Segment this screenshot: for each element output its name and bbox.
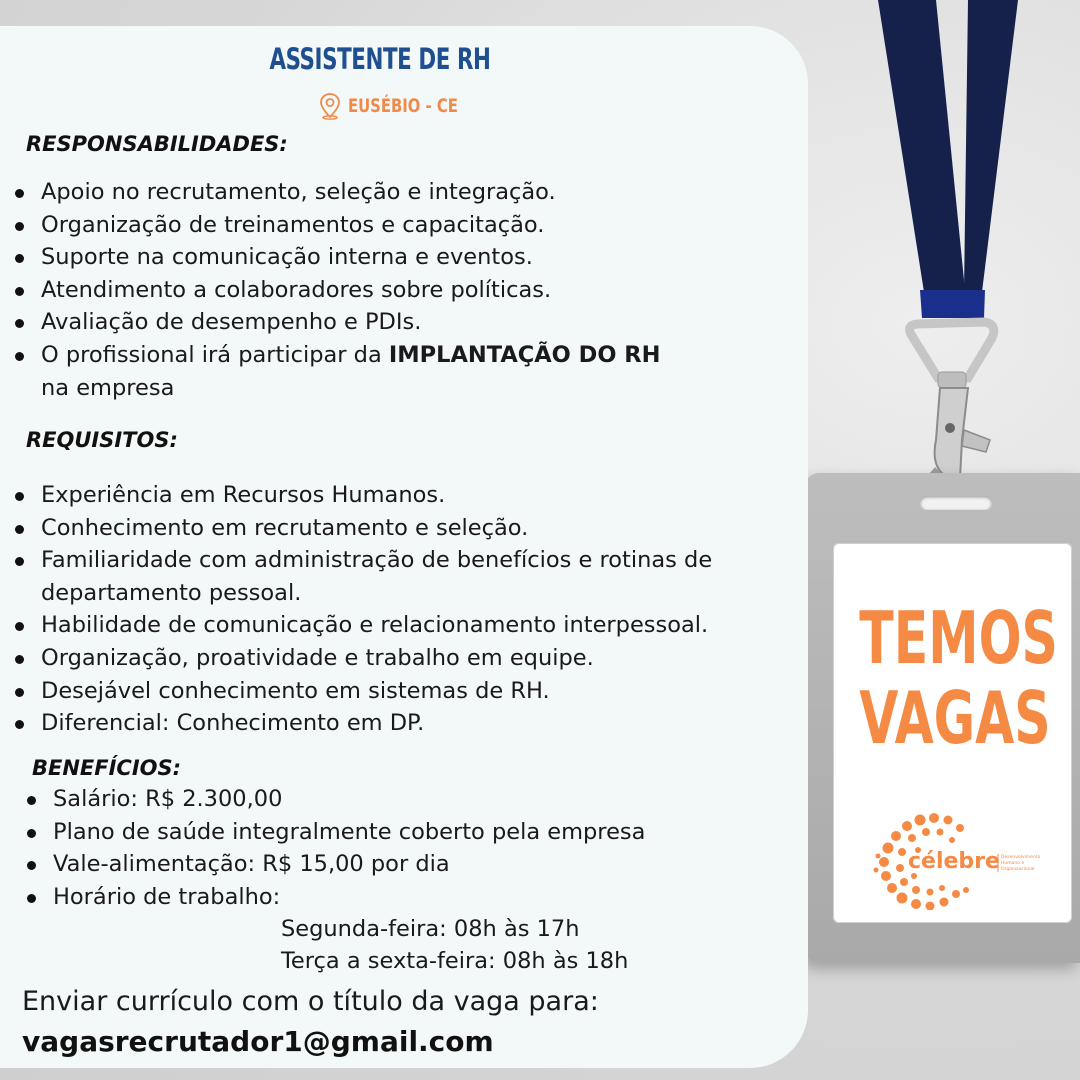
item-text-bold: IMPLANTAÇÃO DO RH [388,341,661,368]
location-label: EUSÉBIO - CE [348,95,458,117]
contact-instruction: Enviar currículo com o título da vaga para: [22,986,599,1017]
list-item: Horário de trabalho: [27,881,747,914]
requirements-heading: REQUISITOS: [26,428,178,452]
list-item: Organização de treinamentos e capacitação. [15,209,715,242]
item-text-suffix: na empresa [41,374,175,401]
contact-email[interactable]: vagasrecrutador1@gmail.com [22,1025,494,1058]
list-item: Organização, proatividade e trabalho em equipe. [15,642,715,675]
location-pin-icon [318,92,342,120]
list-item [15,339,685,404]
list-item: Avaliação de desempenho e PDIs. [15,306,715,339]
list-item: Diferencial: Conhecimento em DP. [15,707,715,740]
job-title: ASSISTENTE DE RH [269,42,491,76]
requirements-list [15,479,715,740]
badge-line-2: VAGAS [859,676,1051,760]
badge-line-1: TEMOS [859,596,1058,680]
celebre-dots-logo-icon [872,810,1042,910]
logo-tagline-2: Humano e [1001,861,1025,866]
list-item: Conhecimento em recrutamento e seleção. [15,512,715,545]
logo-word: célebre [908,849,1000,874]
work-schedule [281,913,628,977]
list-item: Atendimento a colaboradores sobre políticas. [15,274,715,307]
badge-headline [859,596,1058,760]
job-location [318,92,489,120]
list-item: Habilidade de comunicação e relacionamento interpessoal. [15,609,715,642]
badge-slot [920,496,992,510]
list-item: Salário: R$ 2.300,00 [27,783,747,816]
logo-tagline-3: Organizacional [1001,867,1035,872]
list-item: Desejável conhecimento em sistemas de RH. [15,675,715,708]
item-text-prefix: O profissional irá participar da [41,341,389,368]
list-item: Suporte na comunicação interna e eventos. [15,241,715,274]
benefits-heading: BENEFÍCIOS: [32,756,182,780]
list-item: Vale-alimentação: R$ 15,00 por dia [27,848,747,881]
logo-tagline-1: Desenvolvimento [1001,855,1041,860]
schedule-line: Terça a sexta-feira: 08h às 18h [281,948,629,974]
schedule-line: Segunda-feira: 08h às 17h [281,916,580,942]
list-item: Familiaridade com administração de benefícios e rotinas de departamento pessoal. [15,544,715,609]
responsibilities-heading: RESPONSABILIDADES: [26,132,288,156]
benefits-list [27,783,747,913]
list-item: Apoio no recrutamento, seleção e integração. [15,176,715,209]
list-item: Experiência em Recursos Humanos. [15,479,715,512]
responsibilities-list [15,176,715,404]
list-item: Plano de saúde integralmente coberto pela empresa [27,816,747,849]
